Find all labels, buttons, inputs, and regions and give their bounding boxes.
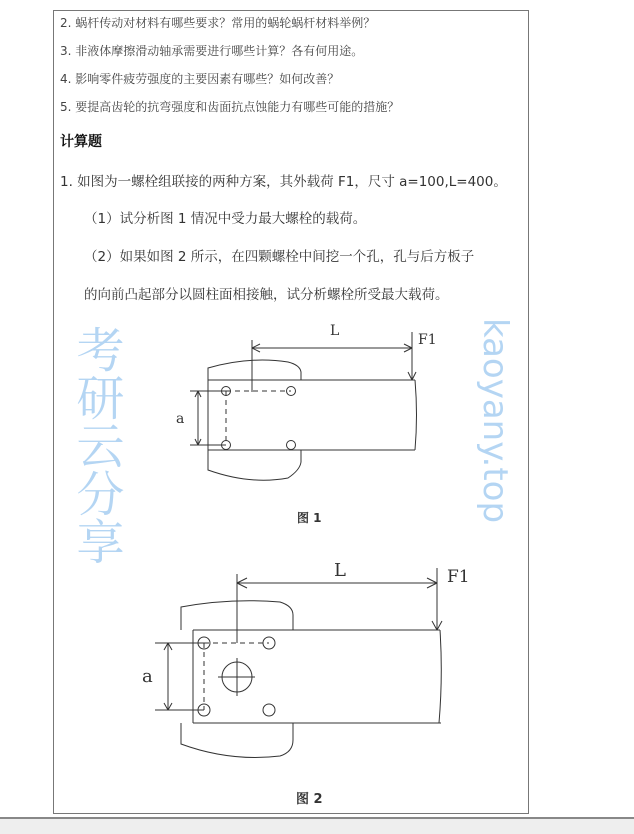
- watermark-url: kaoyany.top: [475, 318, 515, 524]
- question-4: 4. 影响零件疲劳强度的主要因素有哪些？如何改善？: [60, 72, 340, 86]
- fig2-label-L: L: [334, 560, 346, 581]
- watermark-cn: 考研云分享: [68, 325, 124, 565]
- question-3: 3. 非液体摩擦滑动轴承需要进行哪些计算？各有何用途。: [60, 44, 364, 58]
- dimension-a: [155, 643, 204, 710]
- fig1-label-F1: F1: [418, 332, 437, 348]
- dimension-L: [252, 332, 416, 392]
- problem-sub2-cont: 的向前凸起部分以圆柱面相接触，试分析螺栓所受最大载荷。: [84, 287, 449, 303]
- bolt: [263, 704, 275, 716]
- fig2-caption: 图 2: [296, 792, 323, 807]
- problem-line: 1. 如图为一螺栓组联接的两种方案，其外载荷 F1，尺寸 a=100,L=400。: [60, 174, 507, 190]
- bracket-outline: [208, 360, 301, 480]
- fig2-label-F1: F1: [447, 567, 470, 587]
- problem-sub2: （2）如果如图 2 所示，在四颗螺栓中间挖一个孔，孔与后方板子: [84, 249, 475, 265]
- bottom-bar: [0, 817, 634, 834]
- question-5: 5. 要提高齿轮的抗弯强度和齿面抗点蚀能力有哪些可能的措施？: [60, 100, 400, 114]
- question-2: 2. 蜗杆传动对材料有哪些要求？常用的蜗轮蜗杆材料举例？: [60, 16, 376, 30]
- fig1-caption: 图 1: [297, 511, 322, 525]
- problem-sub1: （1）试分析图 1 情况中受力最大螺栓的载荷。: [84, 211, 367, 227]
- fig2-label-a: a: [142, 666, 153, 687]
- figure-2: [155, 568, 442, 758]
- figure-1: [190, 332, 417, 480]
- bolt: [287, 441, 296, 450]
- fig1-label-L: L: [330, 323, 340, 339]
- section-title: 计算题: [60, 134, 102, 150]
- fig1-label-a: a: [176, 411, 185, 427]
